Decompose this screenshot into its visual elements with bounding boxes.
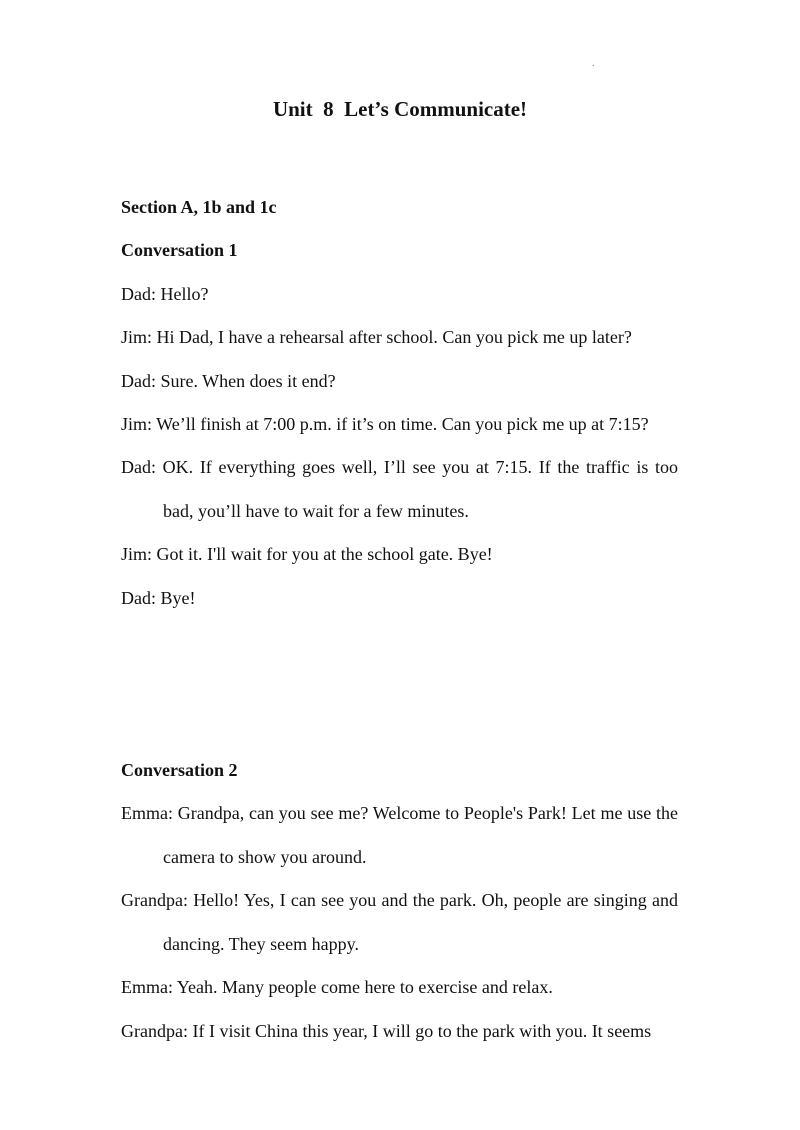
unit-title: Unit 8 Let’s Communicate! xyxy=(272,97,528,121)
conversation-1-heading: Conversation 1 xyxy=(121,240,238,261)
dialogue-line: Dad: Sure. When does it end? xyxy=(121,370,336,391)
dialogue-line: Dad: OK. If everything goes well, I’ll see you at 7:15. If the traffic is too bad, you’ll have to wait for a few minutes. xyxy=(121,457,678,521)
dialogue-line: Dad: Bye! xyxy=(121,587,196,608)
section-heading: Section A, 1b and 1c xyxy=(121,197,277,217)
conversation-2-heading: Conversation 2 xyxy=(121,760,238,781)
dialogue-line: Grandpa: If I visit China this year, I will go to the park with you. It seems xyxy=(121,1020,652,1041)
dialogue-line: Jim: We’ll finish at 7:00 p.m. if it’s on time. Can you pick me up at 7:15? xyxy=(121,414,649,435)
dialogue-line: Grandpa: Hello! Yes, I can see you and the park. Oh, people are singing and dancing. They seem happy. xyxy=(121,890,678,954)
dialogue-line: Dad: Hello? xyxy=(121,283,209,304)
dialogue-line: Emma: Yeah. Many people come here to exercise and relax. xyxy=(121,977,553,998)
dialogue-line: Jim: Got it. I'll wait for you at the school gate. Bye! xyxy=(121,544,493,565)
dialogue-line: Jim: Hi Dad, I have a rehearsal after school. Can you pick me up later? xyxy=(121,327,632,348)
spacer xyxy=(121,620,678,749)
dialogue-line: Emma: Grandpa, can you see me? Welcome to People's Park! Let me use the camera to show you around. xyxy=(121,803,678,867)
document-body xyxy=(121,186,678,1053)
page-mark: . xyxy=(592,58,595,69)
